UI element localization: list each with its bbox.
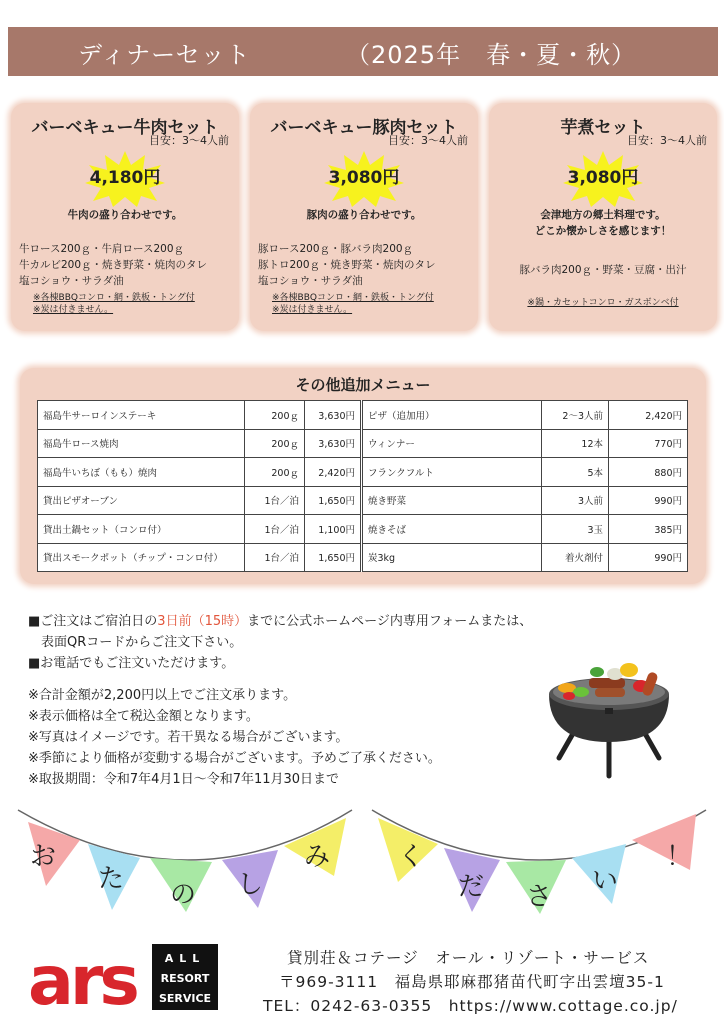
bunting-letter: く: [398, 842, 425, 872]
set-price: 4,180円: [89, 168, 161, 188]
bunting-letter: み: [304, 842, 331, 872]
table-cell: 3,630円: [305, 429, 362, 458]
table-cell: 1,650円: [305, 543, 362, 572]
set-serving: 目安：3～4人前: [388, 134, 468, 147]
set-card-beef: [11, 103, 239, 331]
website-link[interactable]: https://www.cottage.co.jp/: [448, 997, 678, 1015]
postal-address: 〒969-3111 福島県耶麻郡猪苗代町字出雲壇35-1: [279, 973, 665, 991]
svg-text:ALL: ALL: [164, 952, 206, 965]
set-description: 牛肉の盛り合わせです。: [67, 209, 183, 221]
table-cell: 2,420円: [609, 401, 688, 430]
set-notes: ※鍋・カセットコンロ・ガスボンベ付: [527, 298, 679, 308]
table-cell: 貸出土鍋セット（コンロ付）: [38, 515, 245, 544]
bunting-letter: さ: [526, 882, 553, 912]
bunting-letter: い: [592, 866, 619, 896]
table-cell: 1,100円: [305, 515, 362, 544]
table-cell: 990円: [609, 486, 688, 515]
title-bar: [8, 27, 718, 76]
set-items: 豚バラ肉200ｇ・野菜・豆腐・出汁: [519, 264, 687, 276]
set-card-imoni: [489, 103, 717, 331]
bunting-letter: の: [170, 880, 197, 910]
set-name: バーベキュー豚肉セット: [270, 118, 458, 138]
table-cell: 福島牛サーロインステーキ: [38, 401, 245, 430]
table-cell: 3玉: [542, 515, 609, 544]
table-cell: 1台／泊: [245, 486, 305, 515]
set-description: 豚肉の盛り合わせです。: [306, 209, 422, 221]
table-cell: 770円: [609, 429, 688, 458]
set-name: 芋煮セット: [560, 118, 646, 138]
set-card-pork: [250, 103, 478, 331]
season-label: （2025年 春・夏・秋）: [346, 41, 637, 69]
table-cell: 2,420円: [305, 458, 362, 487]
table-row: [38, 486, 688, 515]
order-notice: ■ご注文はご宿泊日の3日前（15時）までに公式ホームページ内専用フォームまたは、 表面QRコードからご注文下さい。 ■お電話でもご注文いただけます。: [28, 614, 533, 671]
set-serving: 目安：3～4人前: [149, 134, 229, 147]
svg-text:ars: ars: [28, 942, 136, 1012]
set-notes: ※各棟BBQコンロ・網・鉄板・トング付 ※炭は付きません。: [272, 293, 434, 315]
svg-text:SERVICE: SERVICE: [158, 992, 212, 1005]
set-price: 3,080円: [328, 168, 400, 188]
extras-title: その他追加メニュー: [295, 376, 431, 394]
table-cell: フランクフルト: [362, 458, 542, 487]
table-cell: 3人前: [542, 486, 609, 515]
bunting-letter: だ: [458, 872, 485, 902]
notes-list: ※合計金額が2,200円以上でご注文承ります。 ※表示価格は全て税込金額となります。 ※写真はイメージです。若干異なる場合がございます。 ※季節により価格が変動する場合がございます。予めご了承ください。 ※取扱期間：令和7年4月1日～令和7年11月30日まで: [28, 688, 441, 787]
bunting-letter: お: [30, 842, 57, 872]
table-cell: 385円: [609, 515, 688, 544]
svg-text:RESORT: RESORT: [160, 972, 210, 985]
table-cell: 焼き野菜: [362, 486, 542, 515]
table-row: [38, 543, 688, 572]
table-cell: 炭3kg: [362, 543, 542, 572]
table-cell: 12本: [542, 429, 609, 458]
page-title: ディナーセット: [78, 41, 251, 69]
table-cell: 貸出スモークポット（チップ・コンロ付）: [38, 543, 245, 572]
table-cell: 焼きそば: [362, 515, 542, 544]
footer-address: [263, 946, 678, 1018]
table-cell: ウィンナー: [362, 429, 542, 458]
company-name: 貸別荘＆コテージ オール・リゾート・サービス: [287, 949, 650, 967]
table-cell: 福島牛ロース焼肉: [38, 429, 245, 458]
extras-table: [37, 400, 688, 572]
table-row: [38, 429, 688, 458]
table-cell: 3,630円: [305, 401, 362, 430]
table-row: [38, 401, 688, 430]
set-serving: 目安：3～4人前: [627, 134, 707, 147]
table-cell: 200ｇ: [245, 401, 305, 430]
table-cell: 880円: [609, 458, 688, 487]
set-items: 豚ロース200ｇ・豚バラ肉200ｇ 豚トロ200ｇ・焼き野菜・焼肉のタレ 塩コショウ・サラダ油: [258, 243, 436, 287]
table-row: [38, 515, 688, 544]
set-price: 3,080円: [567, 168, 639, 188]
table-cell: 5本: [542, 458, 609, 487]
ars-logo: [28, 942, 218, 1012]
table-cell: 2～3人前: [542, 401, 609, 430]
contact-line: TEL：0242-63-0355 https://www.cottage.co.jp/: [263, 997, 678, 1015]
table-cell: 1台／泊: [245, 515, 305, 544]
table-cell: 着火剤付: [542, 543, 609, 572]
bunting-letter: ！: [666, 842, 693, 872]
bunting-letter: た: [98, 864, 125, 894]
table-cell: 1台／泊: [245, 543, 305, 572]
set-notes: ※各棟BBQコンロ・網・鉄板・トング付 ※炭は付きません。: [33, 293, 195, 315]
table-cell: 990円: [609, 543, 688, 572]
table-cell: 福島牛いちぼ（もも）焼肉: [38, 458, 245, 487]
table-cell: 200ｇ: [245, 429, 305, 458]
extras-section: [20, 368, 706, 584]
table-cell: 200ｇ: [245, 458, 305, 487]
set-name: バーベキュー牛肉セット: [31, 118, 219, 138]
table-row: [38, 458, 688, 487]
table-cell: 貸出ピザオーブン: [38, 486, 245, 515]
table-cell: ピザ（追加用）: [362, 401, 542, 430]
bbq-grill-icon: [545, 650, 673, 780]
table-cell: 1,650円: [305, 486, 362, 515]
set-description: 会津地方の郷土料理です。 どこか懐かしさを感じます！: [534, 209, 672, 237]
bunting-letter: し: [237, 870, 264, 900]
set-items: 牛ロース200ｇ・牛肩ロース200ｇ 牛カルビ200ｇ・焼き野菜・焼肉のタレ 塩コショウ・サラダ油: [19, 243, 208, 287]
